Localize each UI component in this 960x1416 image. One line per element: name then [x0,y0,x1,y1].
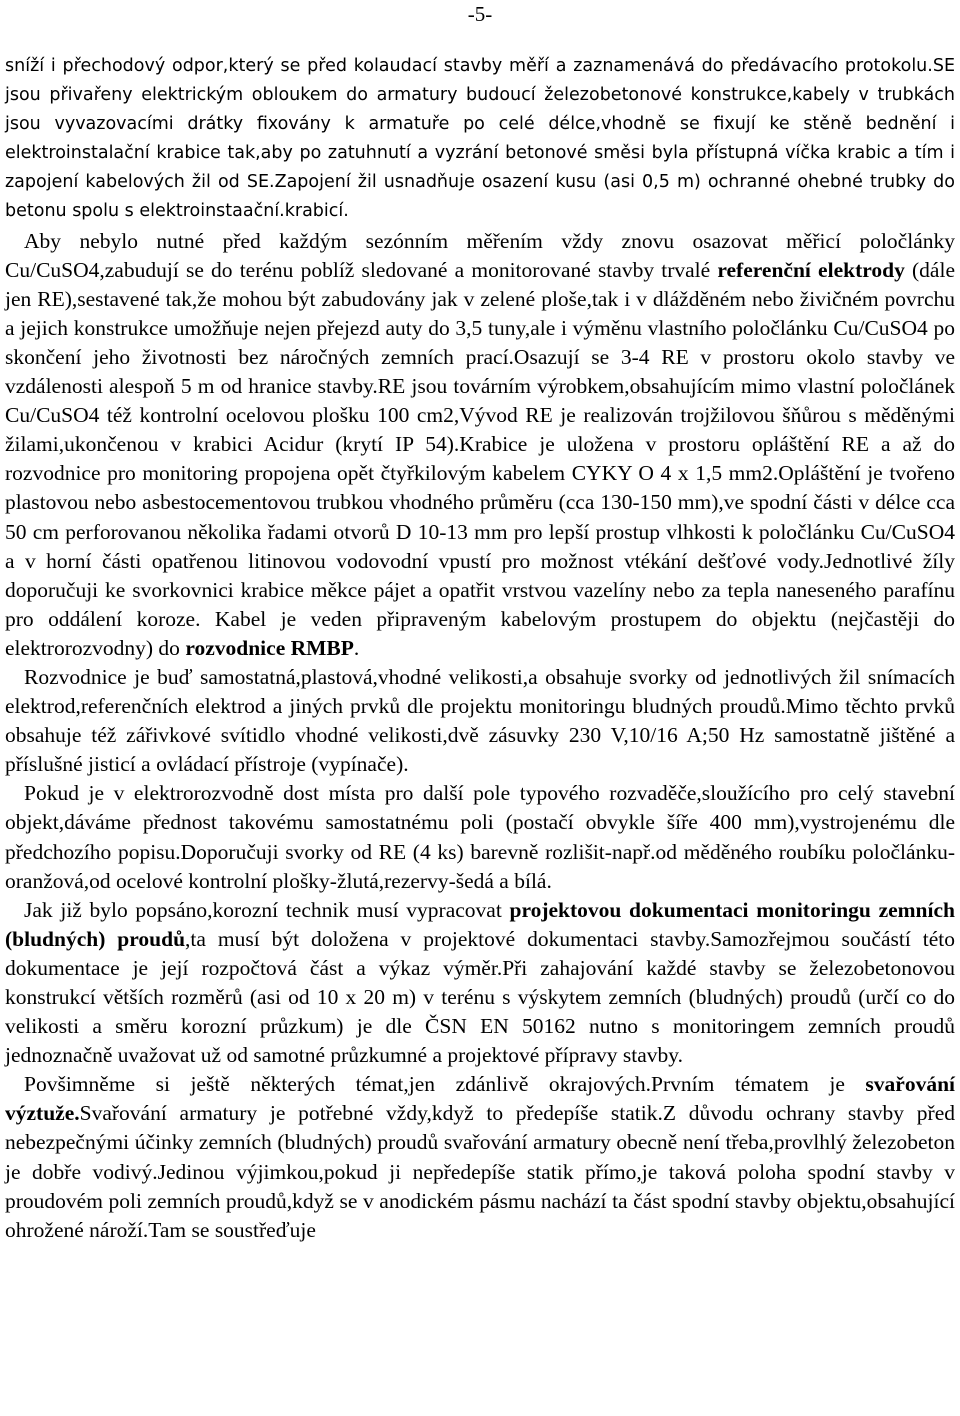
paragraph [5,896,955,1071]
bold-text-segment: rozvodnice RMBP [185,635,354,660]
text-segment: Pokud je v elektrorozvodně dost místa pro další pole typového rozvaděče,sloužícího pro celý stavební objekt,dáváme přednost takovému samostatnému poli (postačí obvykle šíře 400 mm),vystrojenému dle předchozího popisu.Doporučuji svorky od RE (4 ks) barevně rozlišit-např.od měděného roubíku poločlánku-oranžová,od ocelové kontrolní plošky-žlutá,rezervy-šedá a bílá. [5,781,955,893]
document-body [5,52,955,1245]
text-segment: ,ta musí být doložena v projektové dokumentaci stavby.Samozřejmou součástí této dokumentace je její rozpočtová část a výkaz výměr.Při zahajování každé stavby se železobetonovou konstrukcí větších rozměrů (asi od 10 x 20 m) v terénu s výskytem zemních (bludných) proudů (určí co do velikosti a směru korozní průzkum) je dle ČSN EN 50162 nutno s monitoringem zemních proudů jednoznačně uvažovat už od samotné průzkumné a projektové přípravy stavby. [5,926,955,1068]
text-segment: . [353,635,360,660]
paragraph [5,663,955,779]
text-segment: (dále jen RE),sestavené tak,že mohou být zabudovány jak v zelené ploše,tak i v dlážděném nebo živičném povrchu a jejich konstrukce umožňuje nejen přejezd auty do 3,5 tuny,ale i výměnu vlastního poločlánku Cu/CuSO4 po skončení jeho životnosti bez náročných zemních prací.Osazují se 3-4 RE v prostoru okolo stavby ve vzdálenosti alespoň 5 m od hranice stavby.RE jsou továrním výrobkem,obsahujícím mimo vlastní poločlánek Cu/CuSO4 též kontrolní ocelovou plošku 100 cm2,Vývod RE je realizován trojžilovou šňůrou s měděnými žilami,ukončenou v krabici Acidur (krytí IP 54).Krabice je uložena v prostoru opláštění RE a až do rozvodnice pro monitoring propojena opět čtyřkilovým kabelem CYKY O 4 x 1,5 mm2.Opláštění je tvořeno plastovou nebo asbestocementovou trubkou vhodného průměru (cca 130-150 mm),ve spodní části v délce cca 50 cm perforovanou několika řadami otvorů D 10-13 mm pro lepší prostup vlhkosti k poločlánku Cu/CuSO4 a v horní části opatřenou litinovou vodovodní vpustí pro možnost vtékání dešťové vody.Jednotlivé žíly doporučuji ke svorkovnici krabice měkce pájet a opatřit vrstvou vazelíny nebo za tepla naneseného parafínu pro oddálení koroze. Kabel je veden připraveným kabelovým prostupem do objektu (nejčastěji do elektrorozvodny) do [5,257,955,660]
text-segment: Jak již bylo popsáno,korozní technik musí vypracovat [24,897,510,922]
bold-text-segment: referenční elektrody [717,257,905,282]
text-segment: sníží i přechodový odpor,který se před kolaudací stavby měří a zaznamenává do předávacího protokolu.SE jsou přivařeny elektrickým obloukem do armatury budoucí železobetonové konstrukce,kabely v trubkách jsou vyvazovacími drátky fixovány k armatuře po celé délce,vhodně se fixují ke stěně bednění i elektroinstalační krabice tak,aby po zatuhnutí a vyzrání betonové směsi byla přístupná víčka krabic a tím i zapojení kabelových žil od SE.Zapojení žil usnadňuje osazení kusu (asi 0,5 m) ochranné ohebné trubky do betonu spolu s elektroinstaační.krabicí. [5,56,955,222]
bold-text-segment: svařování výztuže. [5,1072,955,1126]
paragraph [5,227,955,663]
text-segment: Aby nebylo nutné před každým sezónním měřením vždy znovu osazovat měřicí poločlánky Cu/CuSO4,zabudují se do terénu poblíž sledované a monitorované stavby trvalé [5,228,955,282]
paragraph [5,779,955,895]
page-number: -5- [467,2,493,26]
text-segment: Povšimněme si ještě některých témat,jen zdánlivě okrajových.Prvním tématem je [24,1072,866,1097]
text-segment: Svařování armatury je potřebné vždy,když to předepíše statik.Z důvodu ochrany stavby před nebezpečnými účinky zemních (bludných) proudů svařování armatury obecně není třeba,provlhlý železobeton je dobře vodivý.Jedinou výjimkou,pokud ji nepředepíše statik přímo,je taková poloha spodní stavby v proudovém poli zemních proudů,když se v anodickém pásmu nachází ta část spodní stavby objektu,obsahující ohrožené nároží.Tam se soustřeďuje [5,1101,955,1242]
bold-text-segment: projektovou dokumentaci monitoringu zemních (bludných) proudů [5,897,955,951]
paragraph [5,52,955,227]
text-segment: Rozvodnice je buď samostatná,plastová,vhodné velikosti,a obsahuje svorky od jednotlivých žil snímacích elektrod,referenčních elektrod a jiných prvků dle projektu monitoringu bludných proudů.Mimo těchto prvků obsahuje též zářivkové svítidlo vhodné velikosti,dvě zásuvky 230 V,10/16 A;50 Hz samostatně jištěné a příslušné jisticí a ovládací přístroje (vypínače). [5,664,955,777]
paragraph [5,1070,955,1245]
